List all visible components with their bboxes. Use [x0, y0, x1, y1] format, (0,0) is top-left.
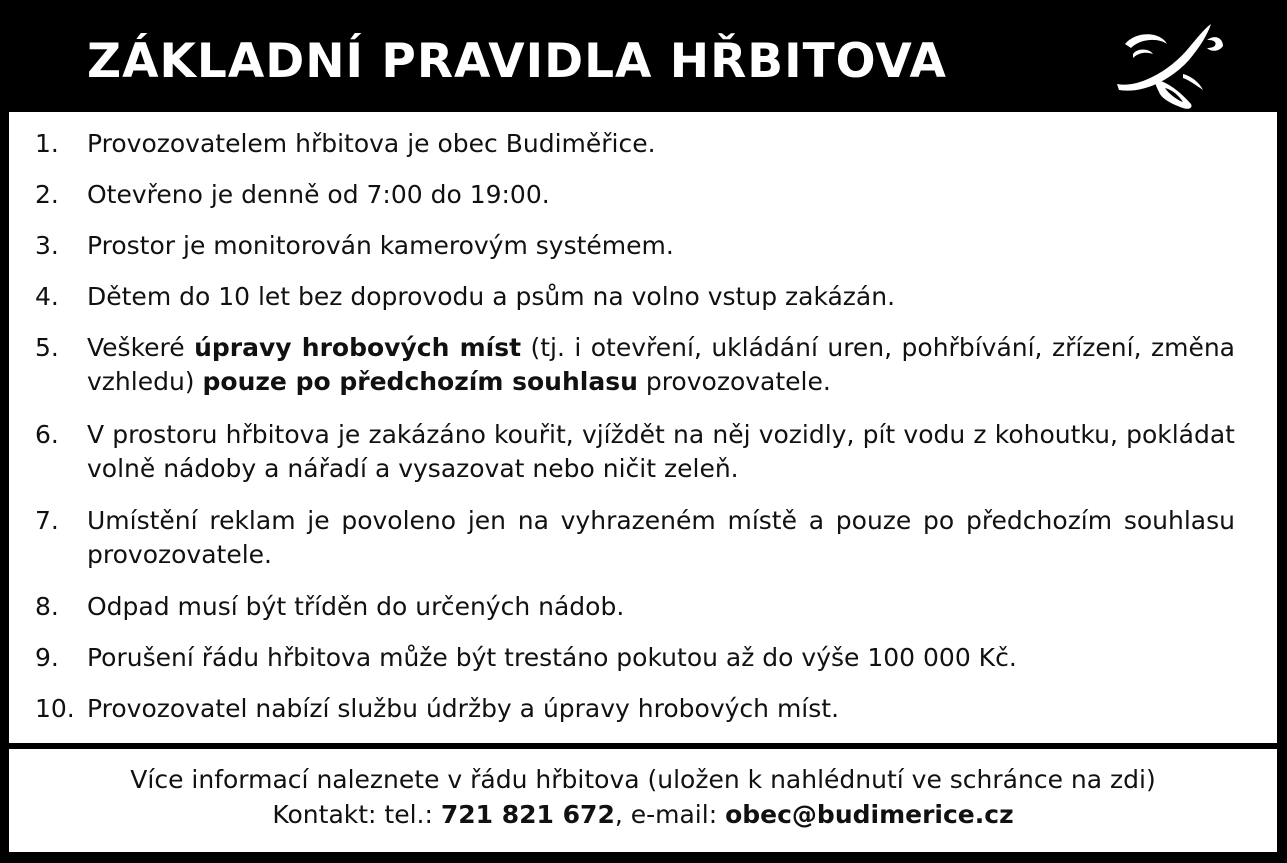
rule-number: 3. — [35, 231, 59, 260]
rule-item-7 — [35, 504, 1235, 572]
rule-number: 5. — [35, 333, 59, 362]
rule-text-part: Veškeré — [87, 333, 195, 362]
rule-item-2 — [35, 178, 1235, 212]
rule-text: Porušení řádu hřbitova může být trestáno pokutou až do výše 100 000 Kč. — [87, 643, 1017, 672]
budimerice-logo-icon — [1107, 18, 1232, 113]
rule-item-5 — [35, 331, 1235, 399]
rule-number: 2. — [35, 180, 59, 209]
rule-text: Prostor je monitorován kamerovým systémem. — [87, 231, 674, 260]
rule-text: Provozovatelem hřbitova je obec Budiměřice. — [87, 129, 656, 158]
rule-text: Odpad musí být tříděn do určených nádob. — [87, 592, 625, 621]
rule-item-1 — [35, 127, 1235, 161]
rule-text — [87, 331, 1235, 399]
rule-text: Umístění reklam je povoleno jen na vyhrazeném místě a pouze po předchozím souhlasu provozovatele. — [87, 506, 1235, 569]
rule-number: 10. — [35, 694, 75, 723]
rules-panel — [9, 112, 1277, 743]
rule-text: Provozovatel nabízí službu údržby a úpravy hrobových míst. — [87, 694, 840, 723]
header-bar — [9, 8, 1279, 110]
page-title: ZÁKLADNÍ PRAVIDLA HŘBITOVA — [87, 34, 947, 89]
contact-line — [9, 798, 1277, 832]
rule-text-emphasis: pouze po předchozím souhlasu — [202, 367, 638, 396]
rule-number: 1. — [35, 129, 59, 158]
rule-item-3 — [35, 229, 1235, 263]
rule-item-6 — [35, 418, 1235, 486]
contact-prefix: Kontakt: tel.: — [272, 800, 441, 829]
rule-item-10 — [35, 692, 1235, 726]
rule-number: 9. — [35, 643, 59, 672]
rule-item-8 — [35, 590, 1235, 624]
phone-number: 721 821 672 — [440, 800, 615, 829]
rule-text: Dětem do 10 let bez doprovodu a psům na volno vstup zakázán. — [87, 282, 896, 311]
rule-text-part: provozovatele. — [637, 367, 831, 396]
rule-text-part: (tj. i otevření, ukládání uren, pohřbívání, zřízení, změna vzhledu) — [87, 333, 1235, 396]
rule-item-9 — [35, 641, 1235, 675]
rule-text: Otevřeno je denně od 7:00 do 19:00. — [87, 180, 550, 209]
rule-text: V prostoru hřbitova je zakázáno kouřit, vjíždět na něj vozidly, pít vodu z kohoutku, pokládat volně nádoby a nářadí a vysazovat nebo ničit zeleň. — [87, 420, 1235, 483]
rule-number: 7. — [35, 506, 59, 535]
rule-item-4 — [35, 280, 1235, 314]
email-address: obec@budimerice.cz — [725, 800, 1014, 829]
email-prefix: , e-mail: — [614, 800, 726, 829]
more-info-text: Více informací naleznete v řádu hřbitova (uložen k nahlédnutí ve schránce na zdi) — [130, 765, 1156, 794]
rule-number: 4. — [35, 282, 59, 311]
rule-number: 8. — [35, 592, 59, 621]
contact-footer — [9, 749, 1277, 852]
rule-number: 6. — [35, 420, 59, 449]
rule-text-emphasis: úpravy hrobových míst — [194, 333, 522, 362]
